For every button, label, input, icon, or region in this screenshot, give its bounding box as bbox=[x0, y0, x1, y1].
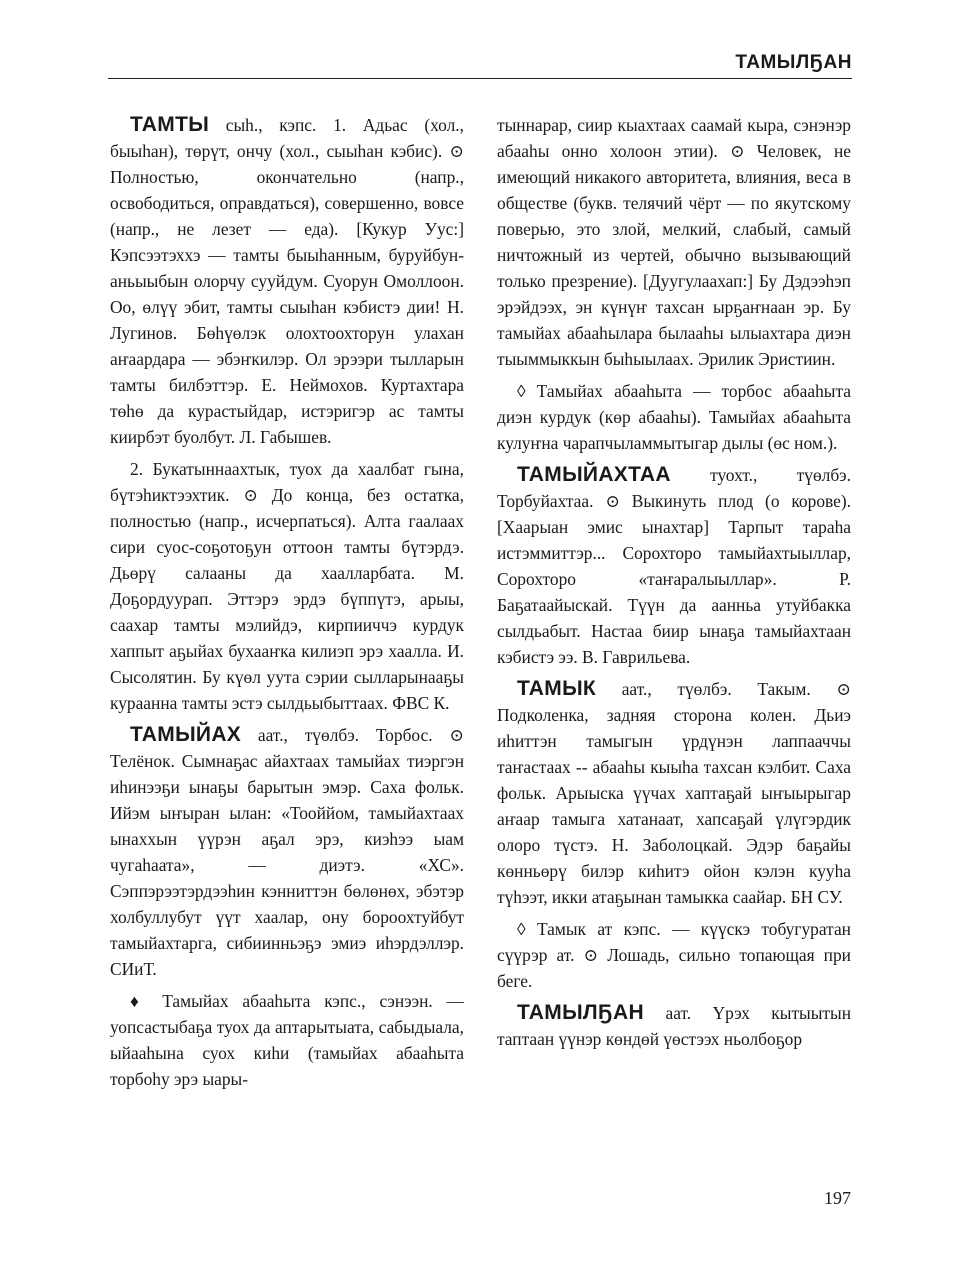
headword: ТАМЫК bbox=[517, 677, 597, 700]
entry-text: сыһ., кэпс. 1. Адьас (хол., быыһан), төрүт, ончу (хол., сыыһан кэбис). ⊙ Полностью, окончательно (напр., освободиться, оправдаться), совершенно, вовсе (напр., не лезет — еда). [Кукур Уус:] Кэпсээтэххэ — тамты быыһанным, буруйбун-аньыыбын олорчу сууйдум. Суорун Омоллоон. Оо, өлүү эбит, тамты сыыһан кэбистэ дии! Н. Лугинов. Бөһүөлэк олохтоохторун улахан аҥаардара — эбэҥкилэр. Ол эрээри тылларын тамты билбэттэр. Е. Неймохов. Куртахтара төһө да курастыйдар, истэригэр ас тамты киирбэт буолбут. Л. Габышев. bbox=[110, 115, 464, 447]
entry-text: ◊ Тамык ат кэпс. — күүскэ тобугуратан сүүрэр ат. ⊙ Лошадь, сильно топающая при беге. bbox=[497, 919, 851, 991]
entry-text: ♦ Тамыйах абааһыта кэпс., сэнээн. — уопсастыбаҕа туох да аптарытыата, сабыдыала, ыйааһына суох киһи (тамыйах абааһыта торбоһу эрэ ыары- bbox=[110, 991, 464, 1089]
idiom-tamyiakh-abaahyta bbox=[110, 988, 464, 1092]
entry-text: аат., түөлбэ. Торбос. ⊙ Телёнок. Сымнаҕас айахтаах тамыйах тиэргэн иһинээҕи ынаҕы барытын эмэр. Саха фольк. Ийэм ыҥыран ылан: «Тооййом, тамыйахтаах ынаххын үүрэн аҕал эрэ, киэһээ ыам чугаһаата», — диэтэ. «ХС». Сэппэрээтэрдээһин кэнниттэн бөлөнөх, эбэтэр холбуллубут үүт хаалар, ону бороохтуйбут тамыйахтарга, сибиинньэҕэ эмиэ иһэрдэллэр. СИиТ. bbox=[110, 725, 464, 979]
entry-text: ◊ Тамыйах абааһыта — торбос абааһыта диэн курдук (көр абааһы). Тамыйах абааһыта кулуҥна чарапчыламмытыгар дылы (өс ном.). bbox=[497, 381, 851, 453]
entry-tamty bbox=[110, 112, 464, 450]
entry-text: 2. Букатыннаахтык, туох да хаалбат гына, бүтэһиктээхтик. ⊙ До конца, без остатка, полностью (напр., исчерпаться). Алта гаалаах сири суос-соҕотоҕун оттоон тамты бүтэрдэ. Дьөрү салааны да хаалларбата. М. Доҕордуурап. Эттэрэ эрдэ бүппүтэ, арыы, саахар тамты мэлийдэ, кирпииччэ курдук хаппыт аҕыйах бухааҥка килиэп эрэ хаалла. И. Сысолятин. Бу күөл уута сэрии сылларынааҕы кураанна тамты эстэ сылдьыбыттаах. ФВС К. bbox=[110, 459, 464, 713]
headword: ТАМЫЙАХТАА bbox=[517, 463, 671, 486]
entry-tamyk bbox=[497, 676, 851, 910]
entry-text: тыннарар, сиир кыахтаах саамай кыра, сэнэнэр абааһы онно холоон этии). ⊙ Человек, не имеющий никакого авторитета, влияния, веса в обществе (букв. телячий чёрт — по якутскому поверью, это злой, мелкий, слабый, самый ничтожный из чертей, обычно вызывающий только презрение). [Дуугулаахап:] Бу Дэдээһэп эрэйдээх, эн күнүҥ тахсан ырҕаҥнаан эр. Бу тамыйах абааһылара былааһы ылыахтара диэн тыыммыккын быһыылаах. Эрилик Эристиин. bbox=[497, 115, 851, 369]
running-title: ТАМЫЛҔАН bbox=[735, 52, 852, 73]
page-number: 197 bbox=[824, 1188, 851, 1208]
idiom-continuation bbox=[497, 112, 851, 372]
entry-tamty-sense-2 bbox=[110, 456, 464, 716]
entry-text: аат., түөлбэ. Такым. ⊙ Подколенка, задняя сторона колен. Дьиэ иһиттэн тамыгын үрдүнэн лаппааччы таҥастаах -- абааһы кыыһа тахсан кэлбит. Саха фольк. Арыыска үүчах хаптаҕай ыҥыырыгар аҥаар тамыга хатанаат, хапсаҕай үлүгэрдик олоро түстэ. Н. Заболоцкай. Эдэр баҕайы көнньөрү билэр киһитэ ойон кэлэн кууһа түһээт, икки атаҕынан тамыкка саайар. БН СУ. bbox=[497, 679, 851, 907]
phrase-tamyk-at bbox=[497, 916, 851, 994]
running-head bbox=[108, 52, 852, 79]
right-column bbox=[497, 112, 851, 1052]
entry-tamylgan bbox=[497, 1000, 851, 1052]
left-column bbox=[110, 112, 464, 1092]
headword: ТАМЫЛҔАН bbox=[517, 1001, 644, 1024]
headword: ТАМЫЙАХ bbox=[130, 723, 242, 746]
entry-text: туохт., түөлбэ. Торбуйахтаа. ⊙ Выкинуть плод (о корове). [Хаарыан эмис ынахтар] Тарпыт тараһа истэммиттэр... Сорохторо тамыйахтыыллар, Сорохторо «таҥаралыыллар». Р. Баҕатаайыскай. Түүн да аанньа утуйбакка сылдьабыт. Настаа биир ынаҕа тамыйахтаан кэбистэ ээ. В. Гаврильева. bbox=[497, 465, 851, 667]
entry-tamyiakhtaa bbox=[497, 462, 851, 670]
headword: ТАМТЫ bbox=[130, 113, 210, 136]
phrase-tamyiakh-abaahyta bbox=[497, 378, 851, 456]
entry-tamyiakh bbox=[110, 722, 464, 982]
entry-text: аат. Үрэх кытыытын таптаан үүнэр көндөй үөстээх ньолбоҕор bbox=[497, 1003, 851, 1049]
